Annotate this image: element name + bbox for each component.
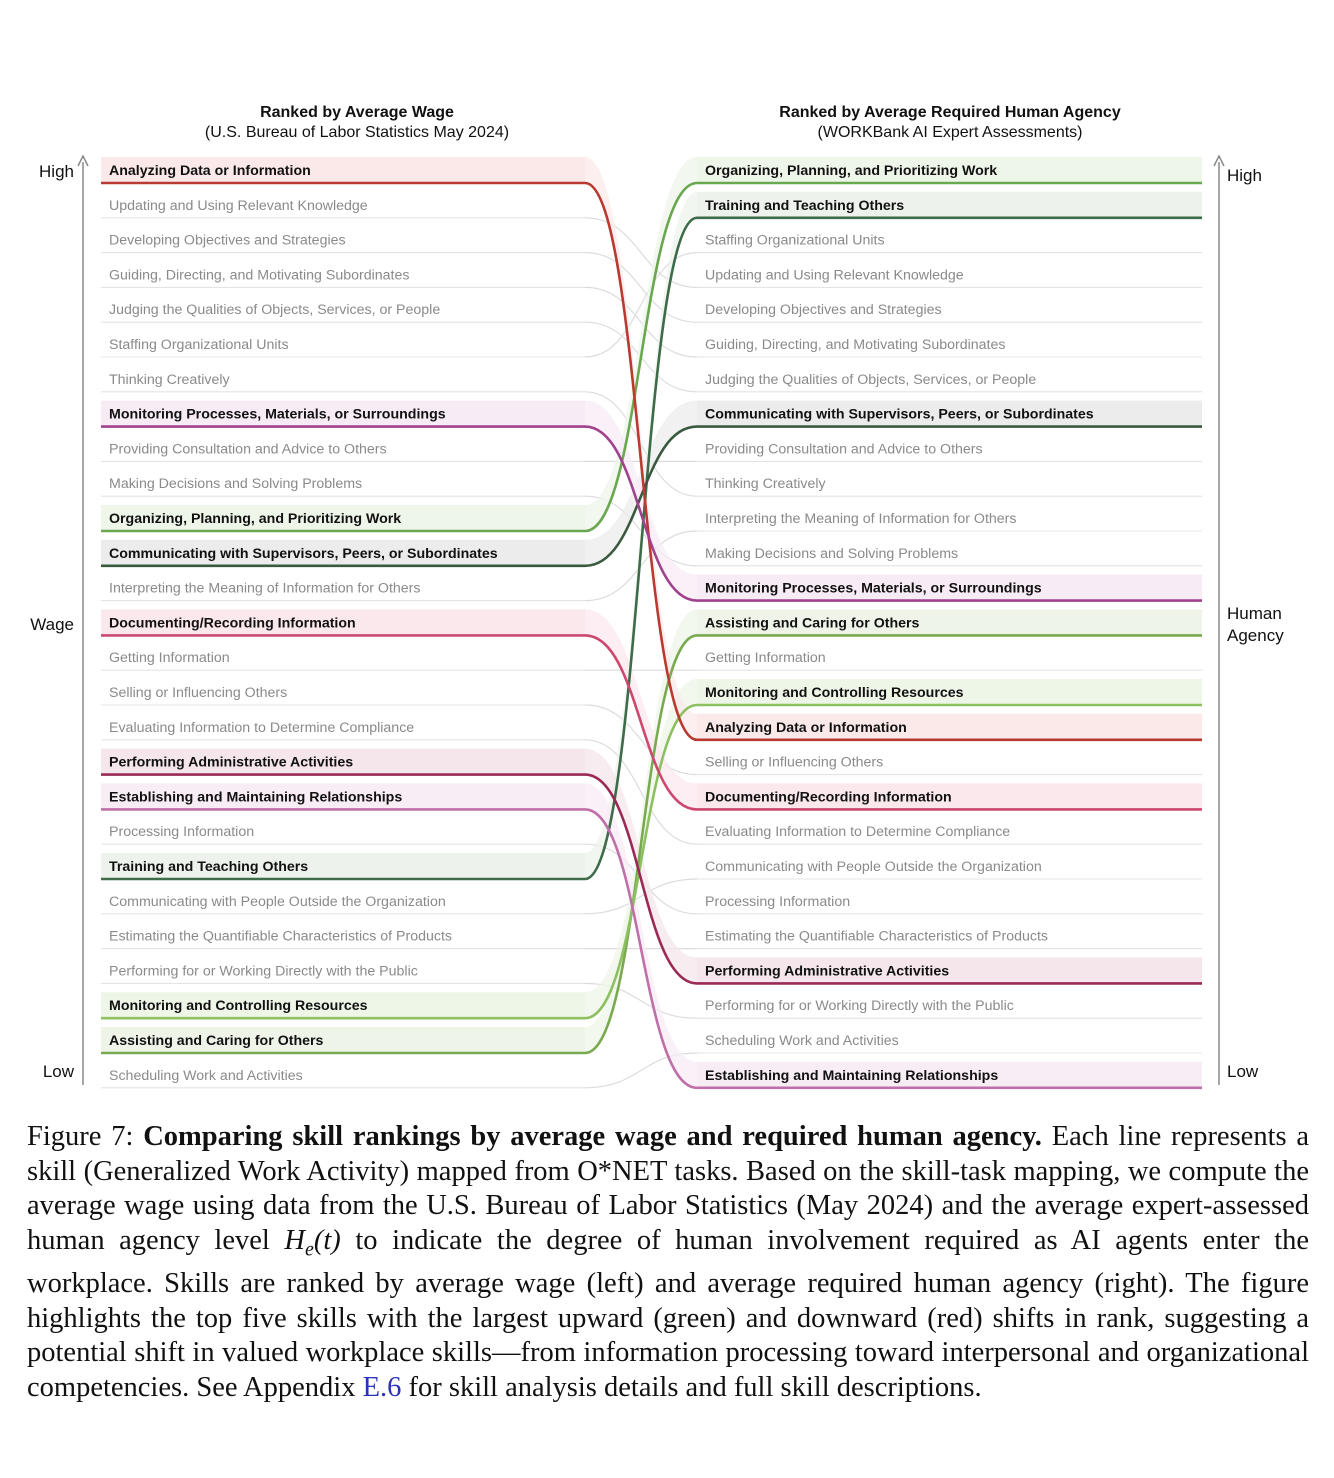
right-rank-label: Evaluating Information to Determine Compliance bbox=[705, 824, 1011, 841]
right-rank-label: Performing Administrative Activities bbox=[705, 963, 950, 980]
right-rank-label: Providing Consultation and Advice to Others bbox=[705, 441, 983, 458]
right-rank-label: Judging the Qualities of Objects, Services, or People bbox=[705, 371, 1037, 388]
right-rank-label: Organizing, Planning, and Prioritizing Work bbox=[705, 163, 998, 179]
right-rank-label: Communicating with Supervisors, Peers, or Subordinates bbox=[705, 406, 1094, 423]
right-rank-label: Estimating the Quantifiable Characteristics of Products bbox=[705, 928, 1049, 945]
right-rank-label: Guiding, Directing, and Motivating Subordinates bbox=[705, 337, 1006, 353]
right-rank-label: Developing Objectives and Strategies bbox=[705, 302, 942, 319]
left-rank-label: Organizing, Planning, and Prioritizing Work bbox=[109, 511, 402, 527]
left-rank-label: Establishing and Maintaining Relationships bbox=[109, 789, 403, 806]
left-rank-label: Getting Information bbox=[109, 650, 230, 667]
right-rank-label: Interpreting the Meaning of Information for Others bbox=[705, 511, 1017, 527]
right-axis-high-label: High bbox=[1227, 166, 1262, 185]
left-axis-label: Wage bbox=[30, 615, 74, 634]
right-rank-label: Staffing Organizational Units bbox=[705, 232, 885, 249]
right-rank-label: Monitoring and Controlling Resources bbox=[705, 685, 964, 701]
right-ranking-list bbox=[697, 157, 1202, 1088]
left-column-title: Ranked by Average Wage bbox=[260, 104, 454, 121]
left-rank-label: Performing Administrative Activities bbox=[109, 754, 354, 771]
right-rank-label: Documenting/Recording Information bbox=[705, 789, 952, 806]
left-rank-label: Analyzing Data or Information bbox=[109, 163, 311, 179]
left-rank-label: Developing Objectives and Strategies bbox=[109, 232, 346, 249]
left-rank-label: Guiding, Directing, and Motivating Subordinates bbox=[109, 267, 410, 284]
caption-text-3: for skill analysis details and full skill descriptions. bbox=[408, 1371, 982, 1403]
left-rank-label: Judging the Qualities of Objects, Services, or People bbox=[109, 302, 441, 319]
right-column-subtitle: (WORKBank AI Expert Assessments) bbox=[817, 124, 1083, 141]
left-rank-label: Assisting and Caring for Others bbox=[109, 1033, 324, 1049]
left-rank-label: Estimating the Quantifiable Characteristics of Products bbox=[109, 928, 453, 945]
left-rank-label: Monitoring Processes, Materials, or Surroundings bbox=[109, 406, 446, 423]
right-rank-label: Communicating with People Outside the Organization bbox=[705, 859, 1042, 875]
caption-math: $H_e(t)$ bbox=[284, 1224, 341, 1261]
right-axis-label-line1: Human bbox=[1227, 604, 1282, 623]
right-rank-label: Processing Information bbox=[705, 893, 851, 910]
left-rank-label: Training and Teaching Others bbox=[109, 859, 309, 875]
right-rank-label: Performing for or Working Directly with the Public bbox=[705, 998, 1014, 1015]
left-rank-label: Making Decisions and Solving Problems bbox=[109, 476, 363, 493]
right-rank-label: Assisting and Caring for Others bbox=[705, 615, 920, 632]
caption-label: Figure 7: bbox=[27, 1121, 134, 1152]
left-rank-label: Monitoring and Controlling Resources bbox=[109, 998, 368, 1015]
left-rank-label: Evaluating Information to Determine Compliance bbox=[109, 719, 415, 736]
right-rank-label: Analyzing Data or Information bbox=[705, 719, 907, 736]
left-rank-label: Interpreting the Meaning of Information for Others bbox=[109, 580, 421, 597]
right-rank-label: Getting Information bbox=[705, 650, 826, 667]
connector-developing-objectives-and-strategies bbox=[585, 253, 697, 323]
left-rank-label: Communicating with Supervisors, Peers, or Subordinates bbox=[109, 545, 498, 562]
left-column-subtitle: (U.S. Bureau of Labor Statistics May 2024) bbox=[204, 124, 510, 141]
right-axis-label-line2: Agency bbox=[1227, 626, 1284, 645]
right-rank-label: Selling or Influencing Others bbox=[705, 754, 884, 771]
left-rank-label: Performing for or Working Directly with the Public bbox=[109, 963, 418, 980]
left-rank-label: Staffing Organizational Units bbox=[109, 337, 289, 353]
left-rank-label: Providing Consultation and Advice to Others bbox=[109, 441, 387, 458]
left-axis bbox=[78, 156, 88, 1085]
left-rank-label: Scheduling Work and Activities bbox=[109, 1067, 303, 1084]
right-axis bbox=[1214, 156, 1224, 1085]
caption-text-2: to indicate the degree of human involvement required as AI agents enter the workplace. Skills are ranked by average wage (left) and average required human agency (right). The figure highlights the top five skills with the largest upward (green) and downward (red) shifts in rank, suggesting a potential shift in valued workplace skills—from information processing toward interpersonal and organizational competencies. See Appendix bbox=[27, 1224, 1310, 1403]
right-rank-label: Updating and Using Relevant Knowledge bbox=[705, 267, 964, 284]
left-axis-low-label: Low bbox=[42, 1062, 74, 1081]
left-rank-label: Thinking Creatively bbox=[109, 371, 230, 388]
left-rank-label: Processing Information bbox=[109, 824, 255, 841]
left-rank-label: Updating and Using Relevant Knowledge bbox=[109, 197, 368, 214]
right-rank-label: Monitoring Processes, Materials, or Surroundings bbox=[705, 580, 1042, 597]
right-rank-label: Training and Teaching Others bbox=[705, 197, 905, 214]
right-rank-label: Making Decisions and Solving Problems bbox=[705, 545, 959, 562]
connector-communicating-with-people-outside-the-organization bbox=[585, 879, 697, 914]
left-rank-label: Documenting/Recording Information bbox=[109, 615, 356, 632]
right-rank-label: Establishing and Maintaining Relationships bbox=[705, 1067, 999, 1084]
left-axis-high-label: High bbox=[39, 162, 74, 181]
caption-bold-title: Comparing skill rankings by average wage and required human agency. bbox=[143, 1121, 1042, 1152]
right-axis-low-label: Low bbox=[1227, 1062, 1259, 1081]
left-rank-label: Selling or Influencing Others bbox=[109, 685, 288, 701]
connector-layer bbox=[585, 157, 697, 1088]
right-rank-label: Scheduling Work and Activities bbox=[705, 1033, 899, 1049]
right-rank-label: Thinking Creatively bbox=[705, 476, 826, 493]
figure-caption bbox=[27, 1120, 1309, 1405]
left-rank-label: Communicating with People Outside the Organization bbox=[109, 893, 446, 910]
right-column-title: Ranked by Average Required Human Agency bbox=[779, 104, 1121, 121]
appendix-link[interactable]: E.6 bbox=[362, 1371, 402, 1403]
left-ranking-list bbox=[101, 157, 585, 1088]
caption-text-1: Each line represents a skill (Generalized Work Activity) mapped from O*NET tasks. Based on the skill-task mapping, we compute the average wage using data from the U.S. Bureau of Labor Statistics (May 2024) and the average expert-assessed human agency level bbox=[27, 1121, 1310, 1256]
